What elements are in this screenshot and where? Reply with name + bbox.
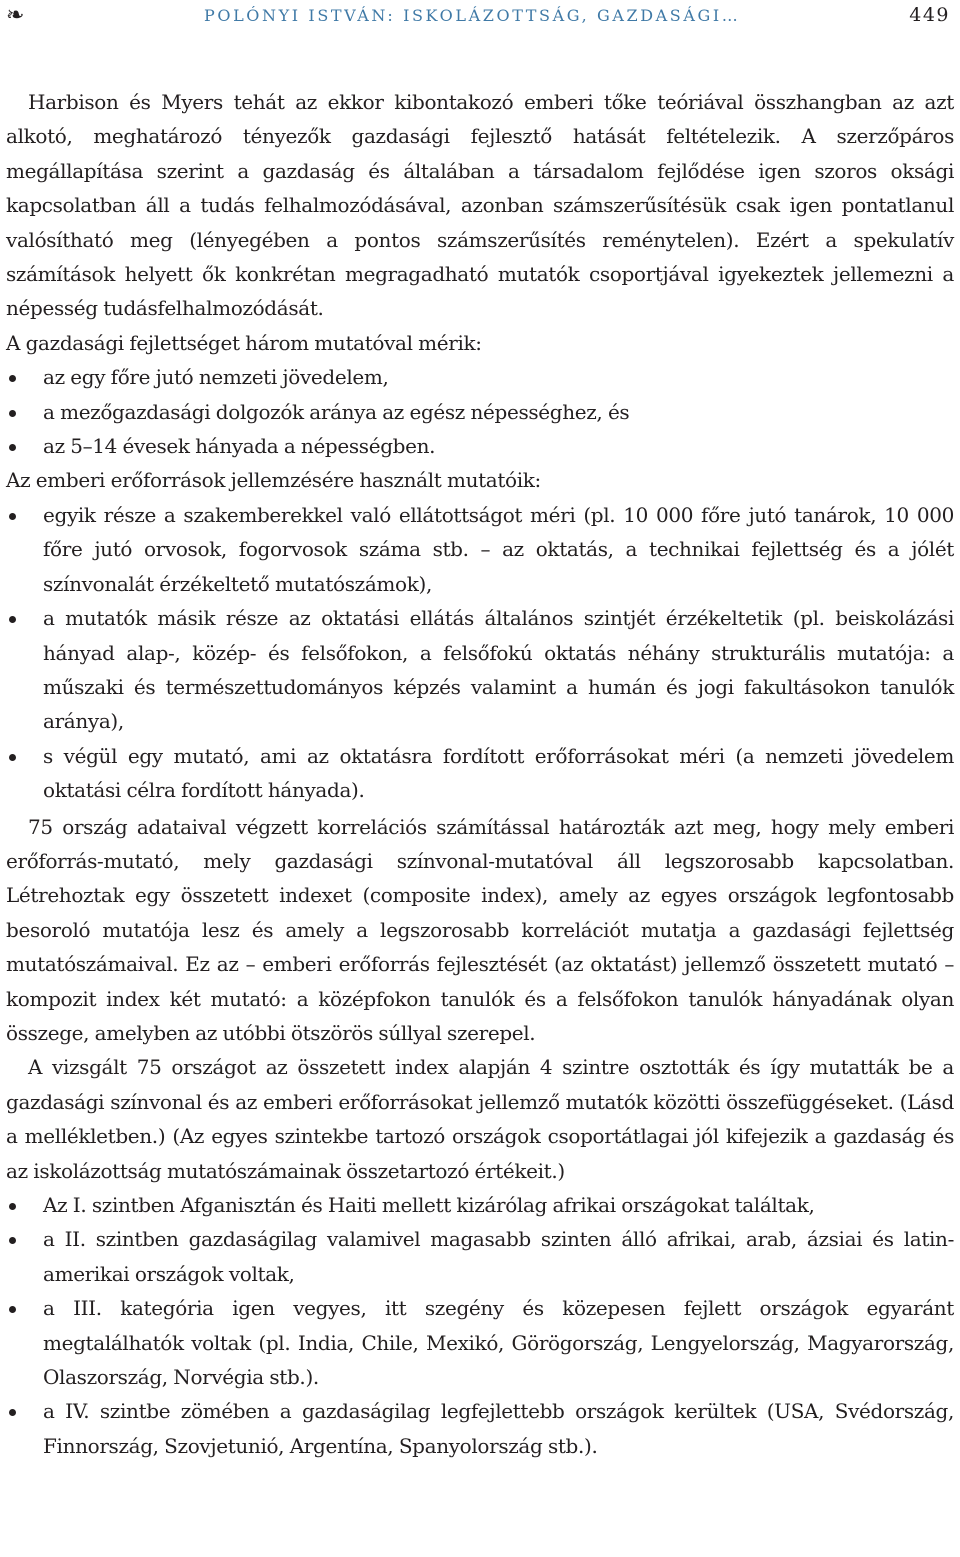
paragraph-human-lead: Az emberi erőforrások jellemzésére használt mutatóik: xyxy=(6,468,541,493)
human-resource-indicator-list xyxy=(6,498,954,808)
list-item: a mezőgazdasági dolgozók aránya az egész népességhez, és xyxy=(6,395,954,429)
list-item: az egy főre jutó nemzeti jövedelem, xyxy=(6,360,954,394)
page-header xyxy=(0,0,960,40)
paragraph-levels: A vizsgált 75 országot az összetett index alapján 4 szintre osztották és így mutatták be a gazdasági színvonal és az emberi erőforrásokat jellemző mutatók közötti összefüggéseket. (Lásd a mellékletben.) (Az egyes szintekbe tartozó országok csoportátlagai jól kifejezik a gazdaság és az iskolázottság mutatószámainak összetartozó értékeit.) xyxy=(6,1055,954,1183)
paragraph-intro: Harbison és Myers tehát az ekkor kibontakozó emberi tőke teóriával összhangban az azt alkotó, meghatározó tényezők gazdasági fejlesztő hatását feltételezik. A szerzőpáros megállapítása szerint a gazdaság és általában a társadalom fejlődése igen szoros oksági kapcsolatban áll a tudás felhalmozódásával, azonban számszerűsítésük csak igen pontatlanul valósítható meg (lényegében a pontos számszerűsítés reménytelen). Ezért a spekulatív számítások helyett ők konkrétan megragadható mutatók csoportjával igyekeztek jellemezni a népesség tudásfelhalmozódását. xyxy=(6,90,954,321)
paragraph-economic-lead: A gazdasági fejlettséget három mutatóval mérik: xyxy=(6,330,482,355)
economic-indicator-list xyxy=(6,360,954,463)
list-item: a mutatók másik része az oktatási ellátás általános szintjét érzékeltetik (pl. beiskolázási hányad alap-, közép- és felsőfokon, a felsőfokú oktatás néhány strukturális mutatója: a műszaki és természettudományos képzés valamint a humán és jogi fakultásokon tanulók aránya), xyxy=(6,601,954,739)
list-item: s végül egy mutató, ami az oktatásra fordított erőforrásokat méri (a nemzeti jövedelem oktatási célra fordított hányada). xyxy=(6,739,954,808)
list-item: egyik része a szakemberekkel való ellátottságot méri (pl. 10 000 főre jutó tanárok, 10 000 főre jutó orvosok, fogorvosok száma stb. – az oktatás, a technikai fejlettség és a jólét színvonalát érzékeltető mutatószámok), xyxy=(6,498,954,601)
page-number: 449 xyxy=(909,4,950,26)
list-item: Az I. szintben Afganisztán és Haiti mellett kizárólag afrikai országokat találtak, xyxy=(6,1188,954,1222)
fleuron-ornament-icon: ❧ xyxy=(6,3,25,28)
running-head: POLÓNYI ISTVÁN: ISKOLÁZOTTSÁG, GAZDASÁGI… xyxy=(204,6,741,25)
list-item: a III. kategória igen vegyes, itt szegény és közepesen fejlett országok egyaránt megtalálhatók voltak (pl. India, Chile, Mexikó, Görögország, Lengyelország, Magyarország, Olaszország, Norvégia stb.). xyxy=(6,1291,954,1394)
list-item: az 5–14 évesek hányada a népességben. xyxy=(6,429,954,463)
list-item: a II. szintben gazdaságilag valamivel magasabb szinten álló afrikai, arab, ázsiai és latin-amerikai országok voltak, xyxy=(6,1222,954,1291)
body-text xyxy=(6,85,954,1463)
country-level-list xyxy=(6,1188,954,1463)
list-item: a IV. szintbe zömében a gazdaságilag legfejlettebb országok kerültek (USA, Svédország, Finnország, Szovjetunió, Argentína, Spanyolország stb.). xyxy=(6,1394,954,1463)
paragraph-correlation: 75 ország adataival végzett korrelációs számítással határozták azt meg, hogy mely emberi erőforrás-mutató, mely gazdasági színvonal-mutatóval áll legszorosabb kapcsolatban. Létrehoztak egy összetett indexet (composite index), amely az egyes országok legfontosabb besoroló mutatója lesz és amely a legszorosabb korrelációt mutatja a gazdasági fejlettség mutatószámaival. Ez az – emberi erőforrás fejlesztését (az oktatást) jellemző összetett mutató – kompozit index két mutató: a középfokon tanulók és a felsőfokon tanulók hányadának olyan összege, amelyben az utóbbi ötszörös súllyal szerepel. xyxy=(6,814,954,1045)
